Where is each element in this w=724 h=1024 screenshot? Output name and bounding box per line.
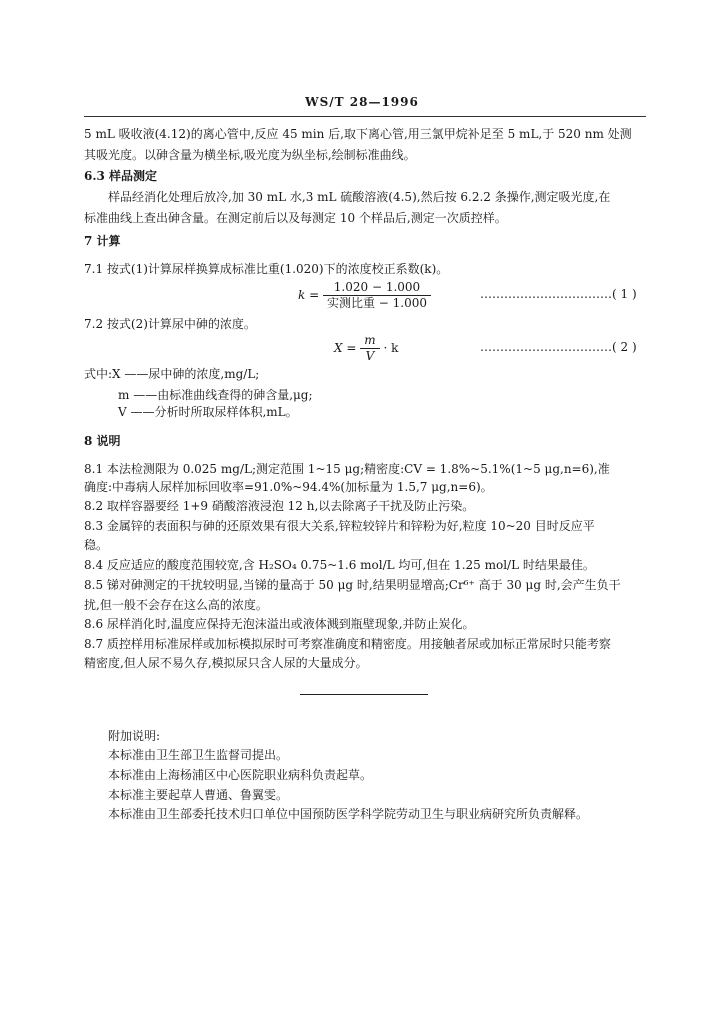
eq2-lhs: X =: [334, 341, 357, 355]
section-8-title: 8 说明: [84, 434, 121, 448]
eq1-fraction: [323, 280, 431, 311]
appendix-title: 附加说明:: [108, 729, 161, 743]
note-8-7-line-1: 8.7 质控样用标准尿样或加标模拟尿时可考察准确度和精密度。用接触者尿或加标正常尿时只能考察: [84, 637, 611, 651]
appendix-line-2: 本标准由上海杨浦区中心医院职业病科负责起草。: [108, 768, 373, 782]
section-6-3-title: 6.3 样品测定: [84, 169, 158, 183]
note-8-3-line-2: 稳。: [84, 538, 109, 552]
page-header-code: WS/T 28—1996: [305, 95, 419, 109]
note-8-1-line-1: 8.1 本法检测限为 0.025 mg/L;测定范围 1~15 μg;精密度:CV = 1.8%~5.1%(1~5 μg,n=6),准: [84, 462, 610, 476]
eq1-number: ……………………………( 1 ): [480, 287, 637, 301]
eq2-numerator: m: [360, 333, 379, 349]
note-8-7-line-2: 精密度,但人尿不易久存,模拟尿只含人尿的大量成分。: [84, 656, 368, 670]
header-rule: [84, 116, 646, 117]
section-7-1-text: 7.1 按式(1)计算尿样换算成标准比重(1.020)下的浓度校正系数(k)。: [84, 262, 449, 276]
eq2-fraction: [360, 333, 379, 364]
eq2-denominator: V: [365, 349, 375, 363]
intro-line-2: 其吸光度。以砷含量为横坐标,吸光度为纵坐标,绘制标准曲线。: [84, 148, 416, 162]
eq2-number: ……………………………( 2 ): [480, 340, 637, 354]
note-8-1-line-2: 确度:中毒病人尿样加标回收率=91.0%~94.4%(加标量为 1.5,7 μg,n=6)。: [84, 480, 493, 494]
appendix-line-1: 本标准由卫生部卫生监督司提出。: [108, 748, 289, 762]
eq1-numerator: 1.020 − 1.000: [323, 280, 431, 296]
section-6-3-line-2: 标准曲线上查出砷含量。在测定前后以及每测定 10 个样品后,测定一次质控样。: [84, 211, 507, 225]
section-6-3-line-1: 样品经消化处理后放冷,加 30 mL 水,3 mL 硫酸溶液(4.5),然后按 6.2.2 条操作,测定吸光度,在: [108, 190, 611, 204]
note-8-4: 8.4 反应适应的酸度范围较宽,含 H₂SO₄ 0.75~1.6 mol/L 均可,但在 1.25 mol/L 时结果最佳。: [84, 558, 595, 572]
eq1-denominator: 实测比重 − 1.000: [326, 296, 428, 310]
variable-v: V ——分析时所取尿样体积,mL。: [118, 405, 298, 419]
section-divider: [300, 694, 428, 695]
eq1-lhs: k =: [298, 288, 320, 302]
variable-x: 式中:X ——尿中砷的浓度,mg/L;: [84, 367, 260, 381]
note-8-5-line-1: 8.5 锑对砷测定的干扰较明显,当锑的量高于 50 μg 时,结果明显增高;Cr⁶⁺ 高于 30 μg 时,会产生负干: [84, 578, 621, 592]
eq2-tail: · k: [383, 341, 399, 355]
intro-line-1: 5 mL 吸收液(4.12)的离心管中,反应 45 min 后,取下离心管,用三氯甲烷补足至 5 mL,于 520 nm 处测: [84, 127, 632, 141]
appendix-line-4: 本标准由卫生部委托技术归口单位中国预防医学科学院劳动卫生与职业病研究所负责解释。: [108, 807, 589, 821]
equation-1: [298, 280, 431, 311]
note-8-2: 8.2 取样容器要经 1+9 硝酸溶液浸泡 12 h,以去除离子干扰及防止污染。: [84, 499, 475, 513]
note-8-6: 8.6 尿样消化时,温度应保持无泡沫溢出或液体溅到瓶壁现象,并防止炭化。: [84, 617, 475, 631]
section-7-title: 7 计算: [84, 234, 121, 248]
equation-2: [334, 333, 398, 364]
note-8-5-line-2: 扰,但一般不会存在这么高的浓度。: [84, 598, 268, 612]
appendix-line-3: 本标准主要起草人曹通、鲁翼雯。: [108, 788, 289, 802]
note-8-3-line-1: 8.3 金属锌的表面积与砷的还原效果有很大关系,锌粒较锌片和锌粉为好,粒度 10~20 目时反应平: [84, 519, 595, 533]
section-7-2-text: 7.2 按式(2)计算尿中砷的浓度。: [84, 317, 256, 331]
variable-m: m ——由标准曲线查得的砷含量,μg;: [118, 388, 313, 402]
